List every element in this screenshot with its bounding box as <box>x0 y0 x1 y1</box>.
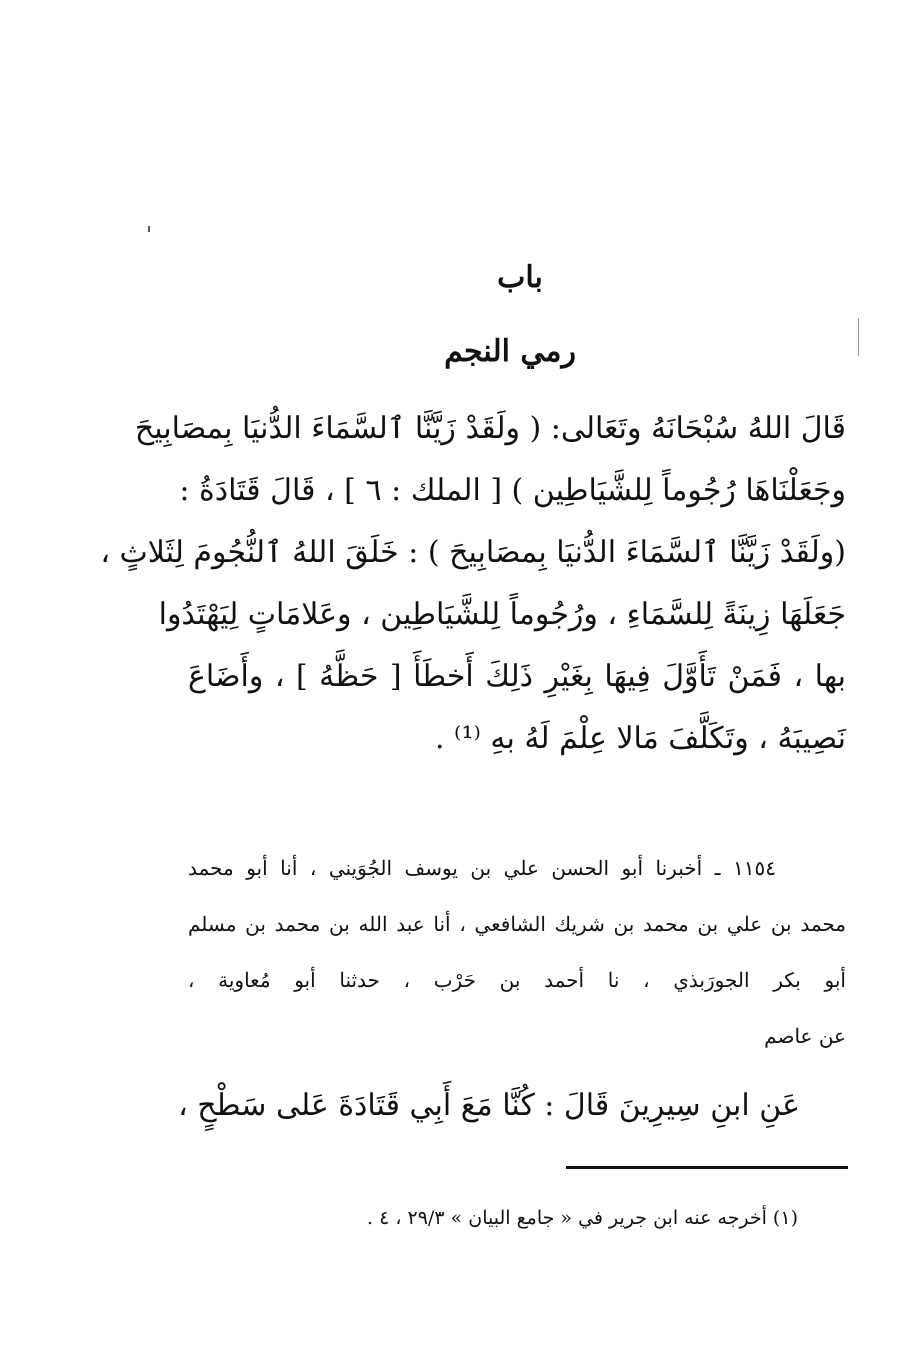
chapter-title: رمي النجم <box>444 334 576 369</box>
footnote-divider <box>566 1166 848 1169</box>
text-line: نَصِيبَهُ ، وتَكَلَّفَ مَالا عِلْمَ لَهُ بهِ ⁽¹⁾ . <box>434 721 846 756</box>
footnote: (١) أخرجه عنه ابن جرير في « جامع البيان » ٢٩/٣ ، ٤ . <box>366 1207 798 1229</box>
text-line: قَالَ اللهُ سُبْحَانَهُ وتَعَالى: ( ولَقَدْ زَيَّنَّا ٱلسَّمَاءَ الدُّنيَا بِمصَابِيحَ <box>134 411 846 446</box>
isnad-line: ١١٥٤ ـ أخبرنا أبو الحسن علي بن يوسف الجُوَيني ، أنا أبو محمد <box>188 856 776 880</box>
text-line: وجَعَلْنَاهَا رُجُوماً لِلشَّيَاطِين ) [ الملك : ٦ ] ، قَالَ قَتَادَةُ : <box>179 473 846 508</box>
isnad-line: عن عاصم <box>764 1024 846 1048</box>
isnad-line: محمد بن علي بن محمد بن شريك الشافعي ، أنا عبد الله بن محمد بن مسلم <box>188 912 847 936</box>
hadith-text <box>178 1076 846 1136</box>
quran-commentary-paragraph <box>100 398 846 770</box>
isnad-line: أبو بكر الجورَبذي ، نا أحمد بن حَرْب ، حدثنا أبو مُعاوية ، <box>188 968 846 992</box>
hadith-chain-of-narration <box>188 840 846 1064</box>
scan-speck <box>858 318 859 356</box>
text-line: جَعَلَهَا زِينَةً لِلسَّمَاءِ ، ورُجُوماً لِلشَّيَاطِين ، وعَلامَاتٍ لِيَهْتَدُوا <box>158 597 846 632</box>
text-line: بها ، فَمَنْ تَأَوَّلَ فِيهَا بِغَيْرِ ذَلِكَ أَخطَأَ [ حَظَّهُ ] ، وأَضَاعَ <box>188 659 846 694</box>
scan-speck <box>148 226 150 232</box>
chapter-heading: باب <box>497 260 543 295</box>
text-line: (ولَقَدْ زَيَّنَّا ٱلسَّمَاءَ الدُّنيَا بِمصَابِيحَ ) : خَلَقَ اللهُ ٱلنُّجُومَ لِثَلاثٍ ، <box>100 535 846 570</box>
hadith-text-line: عَنِ ابنِ سِيرِينَ قَالَ : كُنَّا مَعَ أَبِي قَتَادَةَ عَلى سَطْحٍ ، <box>178 1088 800 1123</box>
